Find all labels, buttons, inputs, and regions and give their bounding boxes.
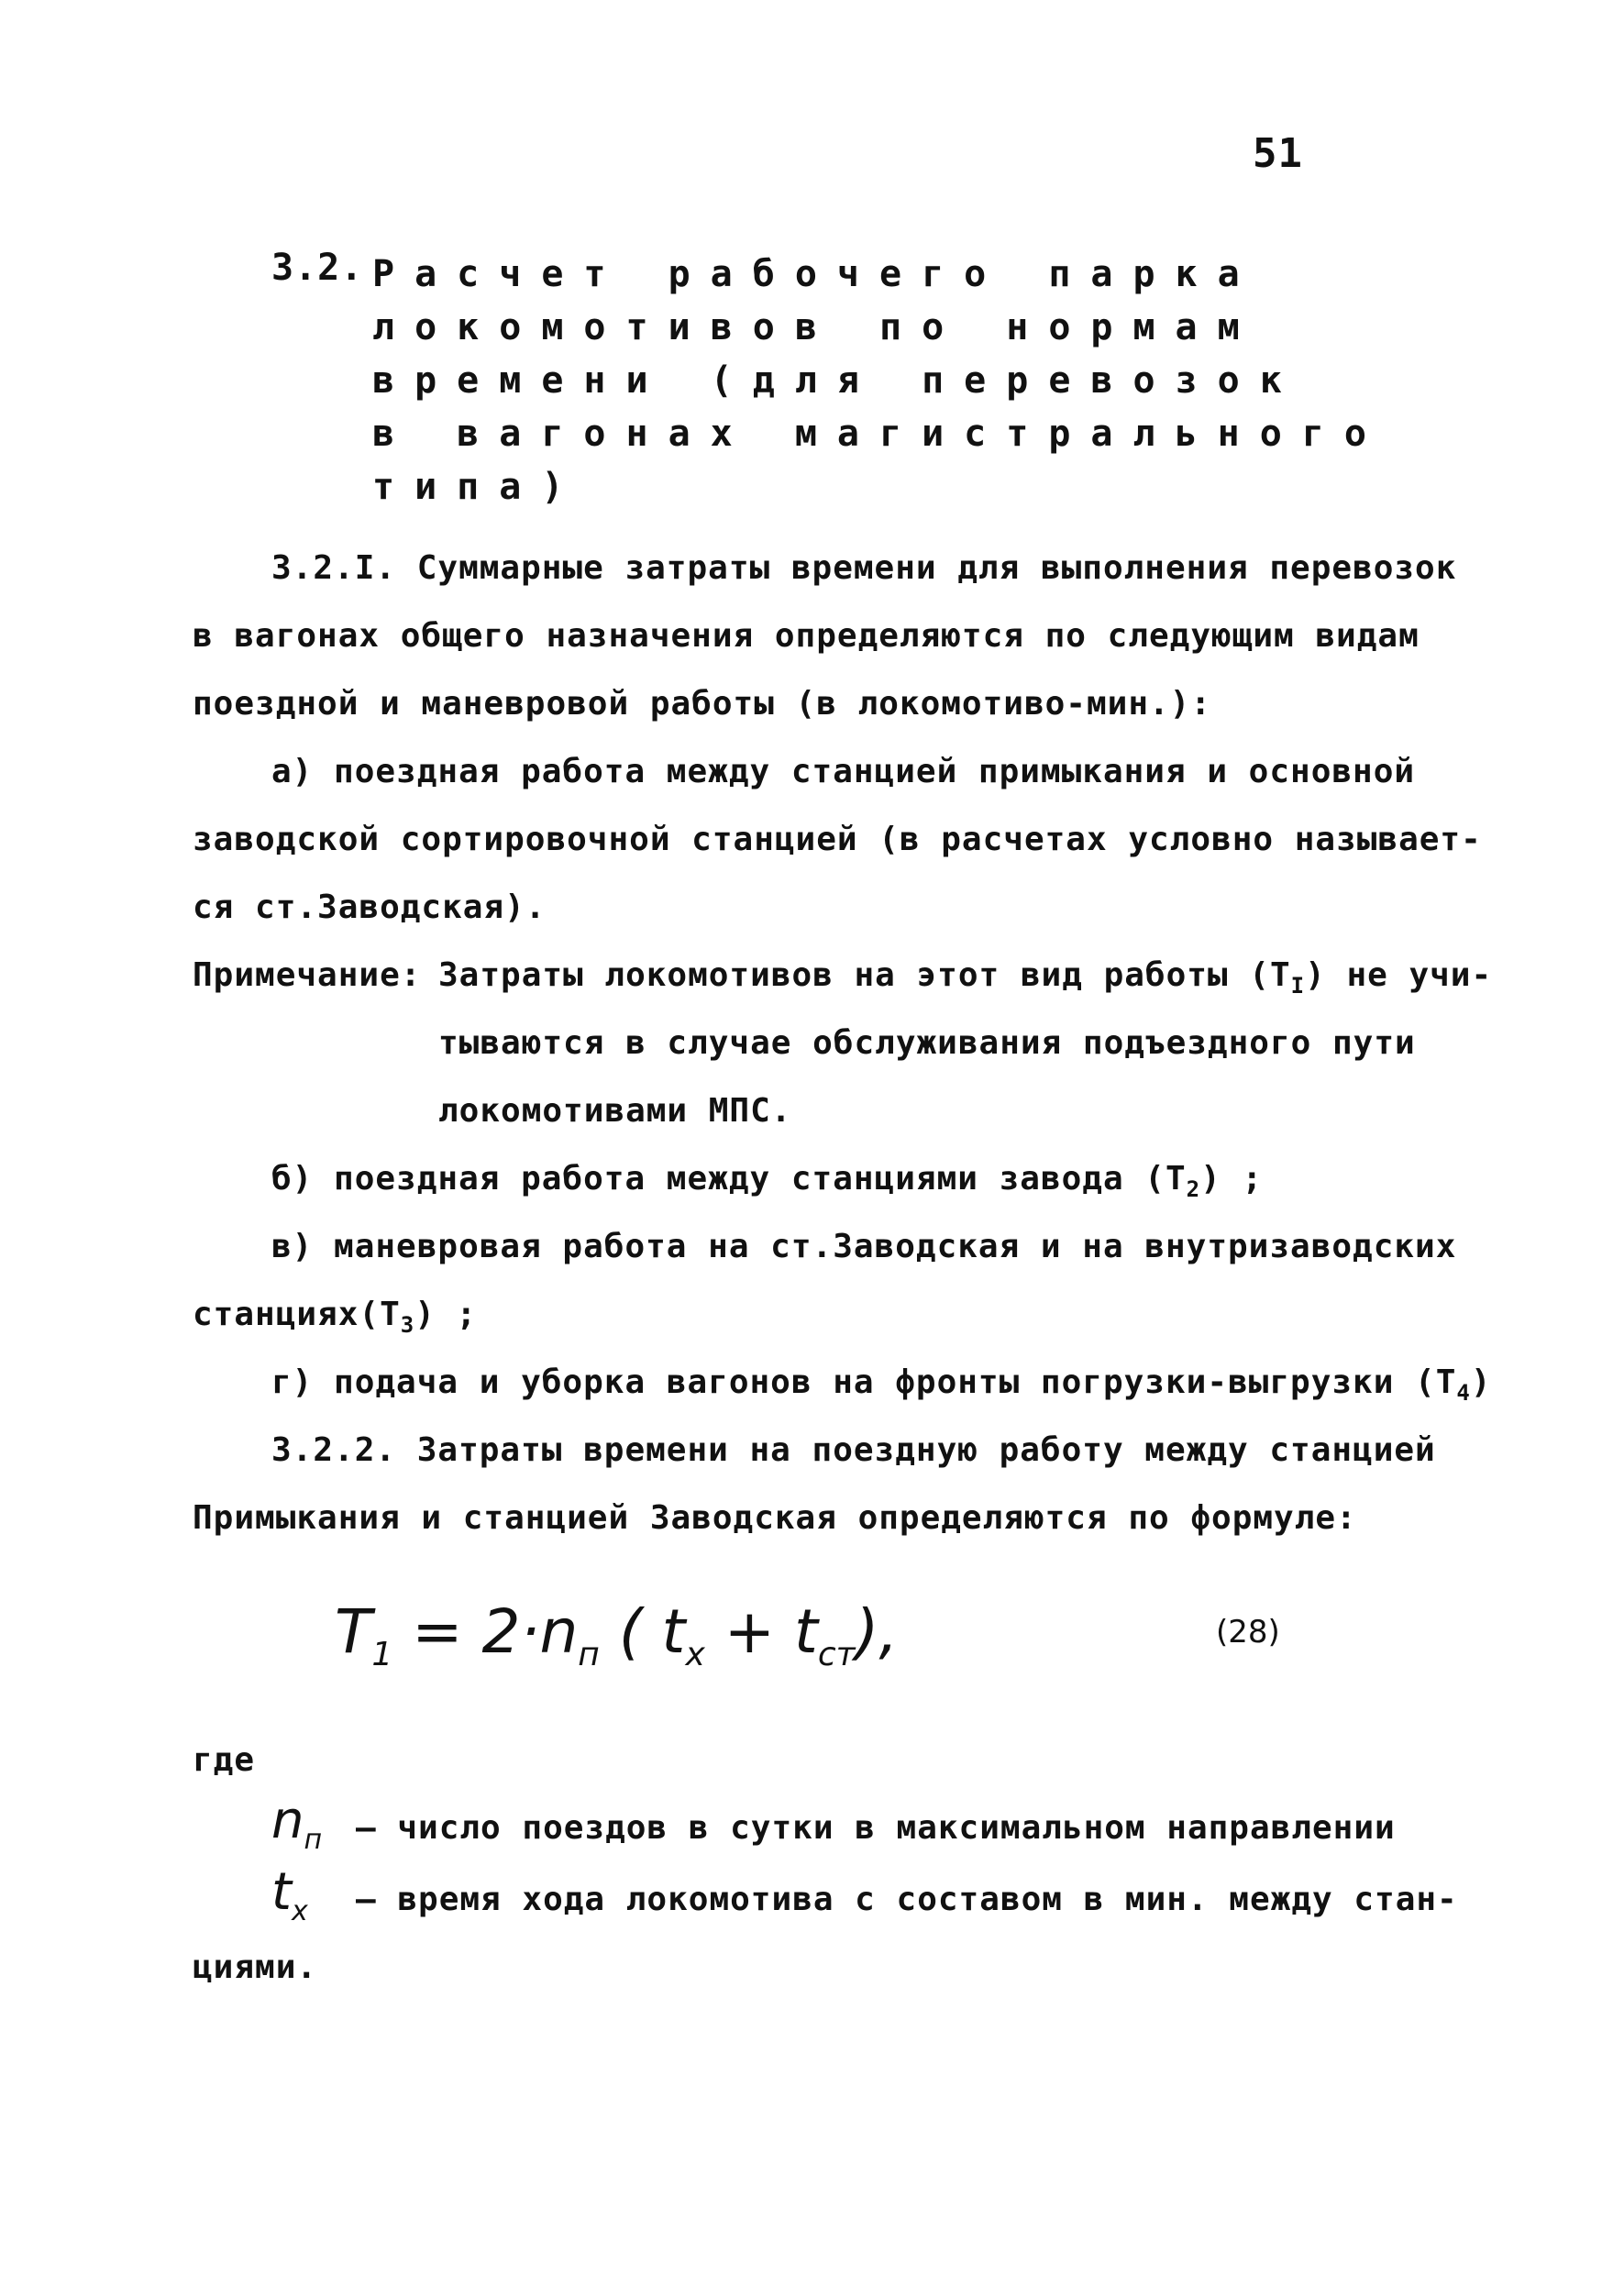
list-item-line: заводской сортировочной станцией (в расчетах условно называет- — [193, 821, 1482, 858]
list-item-line: а) поездная работа между станцией примыкания и основной — [271, 753, 1416, 790]
note-line: локомотивами МПС. — [438, 1092, 792, 1130]
note-line: Затраты локомотивов на этот вид работы $(Т_I)$ не учи- — [438, 956, 1493, 999]
page-number: 51 — [1253, 130, 1303, 177]
definition-line: циями. — [193, 1948, 318, 1986]
paragraph-line: 3.2.2. Затраты времени на поездную работу между станцией — [271, 1431, 1436, 1469]
list-item-line: г) подача и уборка вагонов на фронты погрузки-выгрузки $(Т_4)$ — [271, 1363, 1492, 1407]
section-title-line: в вагонах магистрального — [372, 413, 1386, 455]
note-label: Примечание: — [193, 956, 422, 994]
paragraph-line: 3.2.I. Суммарные затраты времени для выполнения перевозок — [271, 549, 1457, 587]
section-title-line: времени (для перевозок — [372, 359, 1302, 402]
section-title-line: локомотивов по нормам — [372, 306, 1260, 348]
formula: $T_1 = 2\cdot n_п$ ( $t_х + t_{ст}$), — [335, 1596, 899, 1674]
note-line: тываются в случае обслуживания подъездного пути — [438, 1024, 1416, 1062]
section-title — [372, 248, 1386, 513]
section-title-line: типа) — [372, 466, 584, 508]
definition-line: – число поездов в сутки в максимальном направлении — [356, 1809, 1396, 1847]
list-item-line: в) маневровая работа на ст.Заводская и на внутризаводских — [271, 1228, 1457, 1265]
paragraph-line: Примыкания и станцией Заводская определяются по формуле: — [193, 1499, 1357, 1537]
equation-number: (28) — [1216, 1614, 1280, 1650]
definition-line: – время хода локомотива с составом в мин. между стан- — [356, 1881, 1458, 1918]
symbol-t: $t_х$ — [271, 1862, 308, 1928]
section-number: 3.2. — [271, 247, 364, 289]
list-item-line: б) поездная работа между станциями завода $(Т_2)$ ; — [271, 1160, 1264, 1203]
where-label: где — [193, 1741, 256, 1779]
paragraph-line: поездной и маневровой работы (в локомотиво-мин.): — [193, 685, 1212, 723]
symbol-n: $n_п$ — [271, 1791, 323, 1857]
paragraph-line: в вагонах общего назначения определяются по следующим видам — [193, 617, 1420, 655]
list-item-line: $станциях(Т_3)$ ; — [193, 1296, 478, 1339]
section-title-line: Расчет рабочего парка — [372, 253, 1260, 295]
list-item-line: ся ст.Заводская). — [193, 889, 547, 926]
